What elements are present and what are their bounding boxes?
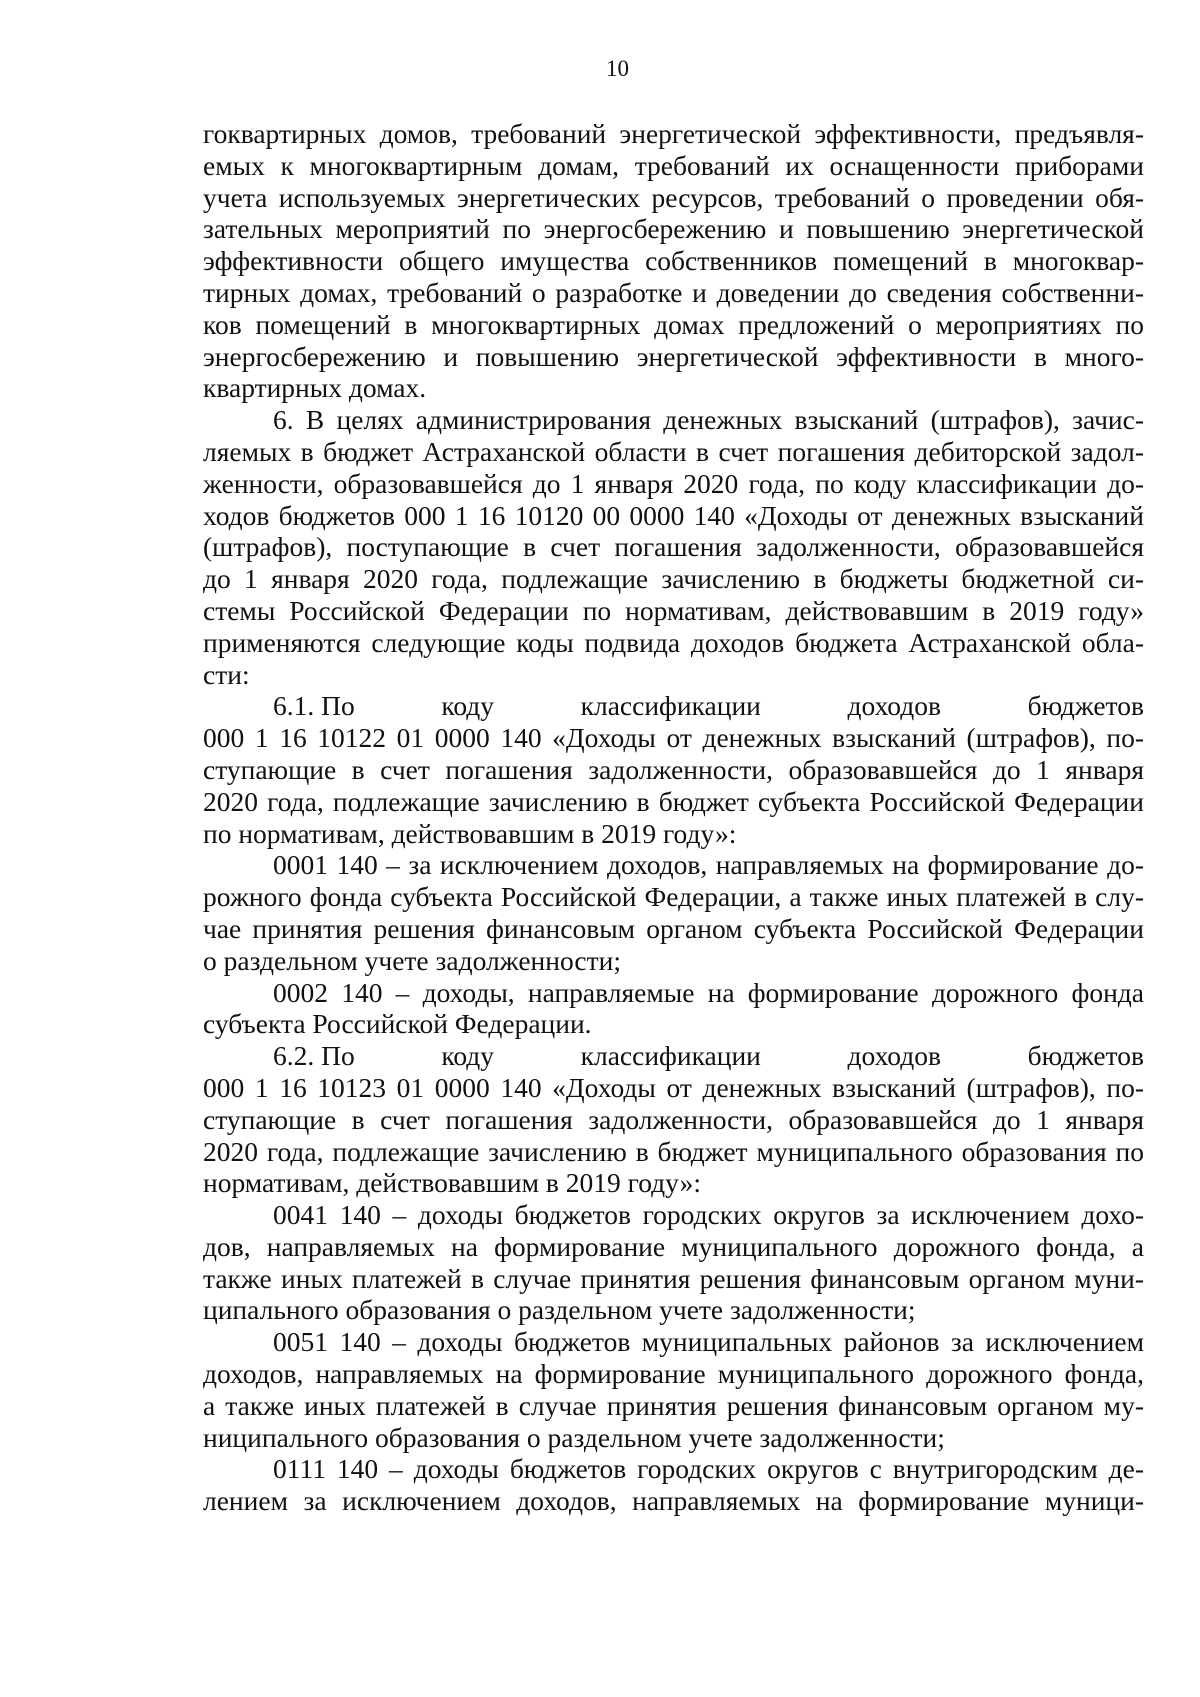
paragraph-code-0111	[203, 1453, 1144, 1517]
paragraph-code-0041	[203, 1199, 1144, 1326]
page-number: 10	[606, 56, 629, 81]
text-line: энергосбережению и повышению энергетической эффективности в много-	[203, 340, 1144, 372]
text-line: 000 1 16 10122 01 0000 140 «Доходы от денежных взысканий (штрафов), по-	[203, 722, 1144, 754]
paragraph-item-6-1	[203, 690, 1144, 849]
text-line: нормативам, действовавшим в 2019 году»:	[203, 1167, 701, 1199]
text-line: емых к многоквартирным домам, требований их оснащенности приборами	[203, 149, 1144, 181]
spread-line	[203, 690, 1144, 722]
text-line: женности, образовавшейся до 1 января 2020 года, по коду классификации до-	[203, 467, 1144, 499]
text-line: ступающие в счет погашения задолженности, образовавшейся до 1 января	[203, 1103, 1144, 1135]
spread-line	[203, 1040, 1144, 1072]
paragraph-item-6	[203, 404, 1144, 690]
text-line: стемы Российской Федерации по нормативам, действовавшим в 2019 году»	[203, 594, 1144, 626]
text-line: ков помещений в многоквартирных домах предложений о мероприятиях по	[203, 308, 1144, 340]
text-line: 6. В целях администрирования денежных взысканий (штрафов), зачис-	[273, 404, 1144, 436]
text-line: а также иных платежей в случае принятия решения финансовым органом му-	[203, 1389, 1144, 1421]
spread-word: бюджетов	[1027, 690, 1144, 722]
text-line: 0001 140 – за исключением доходов, направляемых на формирование до-	[273, 849, 1144, 881]
text-line: 000 1 16 10123 01 0000 140 «Доходы от денежных взысканий (штрафов), по-	[203, 1071, 1144, 1103]
text-line: учета используемых энергетических ресурсов, требований о проведении обя-	[203, 181, 1144, 213]
text-line: зательных мероприятий по энергосбережению и повышению энергетической	[203, 213, 1144, 245]
paragraph-code-0001	[203, 849, 1144, 976]
text-line: 0041 140 – доходы бюджетов городских округов за исключением дохо-	[273, 1199, 1144, 1231]
text-line: 0002 140 – доходы, направляемые на формирование дорожного фонда	[273, 976, 1144, 1008]
spread-word: доходов	[847, 1040, 941, 1072]
text-line: гоквартирных домов, требований энергетической эффективности, предъявля-	[203, 118, 1144, 149]
paragraph-continuation	[203, 118, 1144, 404]
paragraph-item-6-2	[203, 1040, 1144, 1199]
text-line: 2020 года, подлежащие зачислению в бюджет муниципального образования по	[203, 1135, 1144, 1167]
paragraph-code-0002	[203, 977, 1144, 1041]
text-line: квартирных домах.	[203, 372, 427, 404]
text-line: до 1 января 2020 года, подлежащие зачислению в бюджеты бюджетной си-	[203, 563, 1144, 595]
document-body	[203, 118, 1144, 1517]
text-line: ниципального образования о раздельном учете задолженности;	[203, 1421, 945, 1453]
spread-word: коду	[441, 690, 495, 722]
text-line: ципального образования о раздельном учете задолженности;	[203, 1294, 916, 1326]
spread-word: бюджетов	[1027, 1040, 1144, 1072]
text-line: сти:	[203, 658, 250, 690]
text-line: эффективности общего имущества собственников помещений в многоквар-	[203, 245, 1144, 277]
spread-word: 6.1. По	[273, 690, 355, 722]
text-line: лением за исключением доходов, направляемых на формирование муници-	[203, 1485, 1144, 1517]
text-line: 0111 140 – доходы бюджетов городских округов с внутригородским де-	[273, 1453, 1144, 1485]
spread-word: коду	[441, 1040, 495, 1072]
spread-word: 6.2. По	[273, 1040, 355, 1072]
text-line: рожного фонда субъекта Российской Федерации, а также иных платежей в слу-	[203, 881, 1144, 913]
text-line: ходов бюджетов 000 1 16 10120 00 0000 140 «Доходы от денежных взысканий	[203, 499, 1144, 531]
paragraph-code-0051	[203, 1326, 1144, 1453]
text-line: о раздельном учете задолженности;	[203, 944, 621, 976]
text-line: также иных платежей в случае принятия решения финансовым органом муни-	[203, 1262, 1144, 1294]
text-line: ступающие в счет погашения задолженности, образовавшейся до 1 января	[203, 753, 1144, 785]
text-line: ляемых в бюджет Астраханской области в счет погашения дебиторской задол-	[203, 435, 1144, 467]
text-line: чае принятия решения финансовым органом субъекта Российской Федерации	[203, 912, 1144, 944]
spread-word: доходов	[847, 690, 941, 722]
text-line: доходов, направляемых на формирование муниципального дорожного фонда,	[203, 1358, 1144, 1390]
text-line: тирных домах, требований о разработке и доведении до сведения собственни-	[203, 276, 1144, 308]
spread-word: классификации	[580, 690, 761, 722]
text-line: дов, направляемых на формирование муниципального дорожного фонда, а	[203, 1230, 1144, 1262]
text-line: (штрафов), поступающие в счет погашения задолженности, образовавшейся	[203, 531, 1144, 563]
spread-word: классификации	[580, 1040, 761, 1072]
text-line: по нормативам, действовавшим в 2019 году»:	[203, 817, 737, 849]
text-line: применяются следующие коды подвида доходов бюджета Астраханской обла-	[203, 626, 1144, 658]
text-line: 2020 года, подлежащие зачислению в бюджет субъекта Российской Федерации	[203, 785, 1144, 817]
text-line: субъекта Российской Федерации.	[203, 1008, 592, 1040]
text-line: 0051 140 – доходы бюджетов муниципальных районов за исключением	[273, 1326, 1144, 1358]
